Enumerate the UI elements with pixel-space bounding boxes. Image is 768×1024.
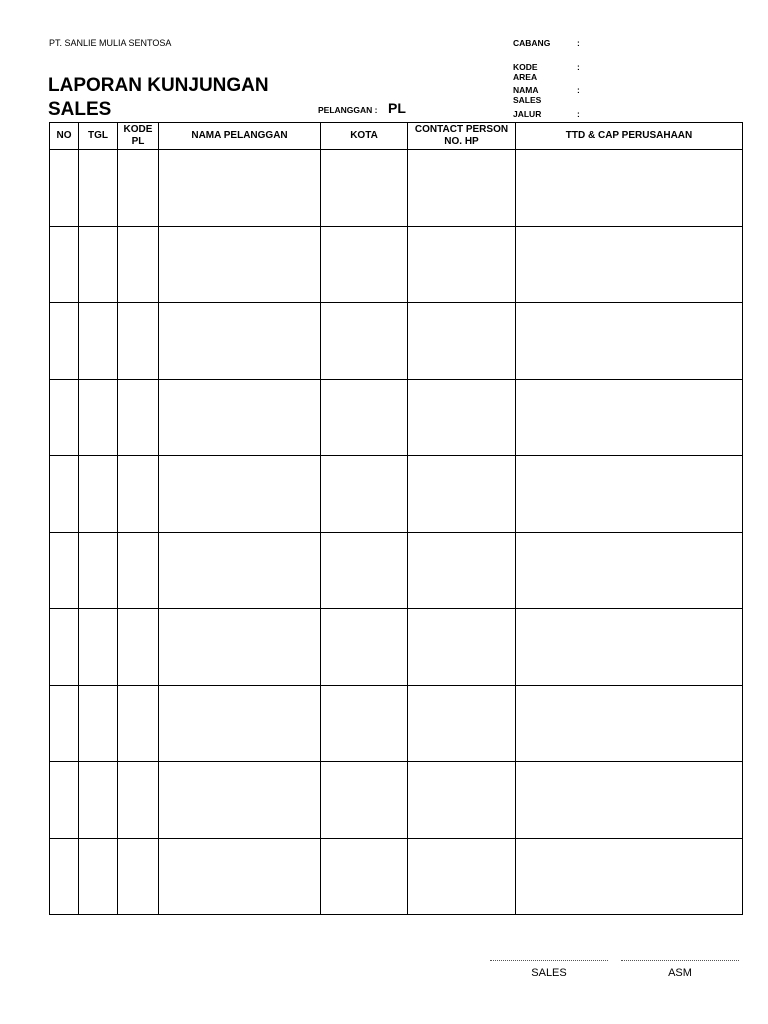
table-row: [50, 456, 743, 533]
table-header-row: [50, 123, 743, 150]
title-line-2: SALES: [48, 99, 112, 120]
title-line-1: LAPORAN KUNJUNGAN: [48, 75, 269, 96]
table-cell: [159, 303, 321, 380]
table-cell: [118, 226, 159, 303]
table-cell: [516, 609, 743, 686]
table-cell: [50, 838, 79, 915]
table-cell: [79, 456, 118, 533]
table-cell: [408, 685, 516, 762]
table-cell: [408, 456, 516, 533]
table-cell: [321, 303, 408, 380]
meta-colon: :: [577, 85, 580, 95]
table-cell: [159, 456, 321, 533]
table-row: [50, 379, 743, 456]
table-cell: [118, 379, 159, 456]
table-cell: [408, 150, 516, 227]
table-cell: [118, 762, 159, 839]
table-cell: [118, 456, 159, 533]
table-cell: [118, 150, 159, 227]
table-cell: [321, 609, 408, 686]
visit-report-table: [49, 122, 743, 915]
table-cell: [516, 226, 743, 303]
meta-colon: :: [577, 38, 580, 48]
col-header-kota: KOTA: [321, 123, 408, 150]
sales-signature-label: SALES: [531, 967, 567, 979]
table-cell: [79, 303, 118, 380]
meta-colon: :: [577, 108, 580, 119]
table-cell: [516, 762, 743, 839]
table-cell: [321, 226, 408, 303]
table-cell: [321, 379, 408, 456]
table-row: [50, 150, 743, 227]
table-cell: [321, 762, 408, 839]
table-cell: [159, 532, 321, 609]
meta-colon: :: [577, 61, 580, 72]
table-cell: [50, 532, 79, 609]
table-cell: [516, 379, 743, 456]
table-cell: [159, 762, 321, 839]
table-cell: [118, 838, 159, 915]
table-cell: [118, 532, 159, 609]
table-cell: [408, 379, 516, 456]
table-cell: [118, 303, 159, 380]
table-cell: [516, 150, 743, 227]
table-cell: [408, 762, 516, 839]
asm-signature-label: ASM: [668, 967, 692, 979]
asm-signature-line: [621, 960, 739, 979]
table-row: [50, 303, 743, 380]
meta-label: NAMA SALES: [513, 85, 542, 105]
table-cell: [118, 685, 159, 762]
table-cell: [159, 379, 321, 456]
meta-label: JALUR: [513, 108, 542, 119]
meta-label: KODE AREA: [513, 61, 538, 82]
table-cell: [159, 150, 321, 227]
table-cell: [50, 379, 79, 456]
table-cell: [408, 532, 516, 609]
table-cell: [516, 456, 743, 533]
table-cell: [118, 609, 159, 686]
table-cell: [321, 150, 408, 227]
table-body: [50, 150, 743, 915]
table-cell: [50, 685, 79, 762]
table-cell: [321, 532, 408, 609]
table-cell: [50, 456, 79, 533]
company-name: PT. SANLIE MULIA SENTOSA: [49, 38, 172, 48]
sales-signature-line: [490, 960, 608, 979]
col-header-ttd-cap: TTD & CAP PERUSAHAAN: [516, 123, 743, 150]
table-row: [50, 762, 743, 839]
table-row: [50, 609, 743, 686]
table-cell: [50, 150, 79, 227]
table-row: [50, 838, 743, 915]
table-cell: [50, 226, 79, 303]
table-cell: [408, 226, 516, 303]
table-cell: [408, 609, 516, 686]
table-cell: [79, 532, 118, 609]
table-cell: [159, 609, 321, 686]
table-cell: [516, 685, 743, 762]
table-row: [50, 685, 743, 762]
col-header-no: NO: [50, 123, 79, 150]
table-cell: [159, 685, 321, 762]
table-cell: [79, 685, 118, 762]
table-row: [50, 226, 743, 303]
table-cell: [79, 838, 118, 915]
col-header-contact-person: CONTACT PERSON NO. HP: [408, 123, 516, 150]
table-cell: [516, 303, 743, 380]
table-cell: [321, 685, 408, 762]
table-cell: [321, 838, 408, 915]
meta-label: CABANG: [513, 38, 551, 48]
table-cell: [516, 838, 743, 915]
table-cell: [408, 303, 516, 380]
col-header-nama-pelanggan: NAMA PELANGGAN: [159, 123, 321, 150]
table-cell: [79, 379, 118, 456]
col-header-tgl: TGL: [79, 123, 118, 150]
table-cell: [50, 303, 79, 380]
table-cell: [79, 150, 118, 227]
pelanggan-value: PL: [388, 100, 406, 116]
table-cell: [79, 609, 118, 686]
table-cell: [408, 838, 516, 915]
table-cell: [159, 226, 321, 303]
table-cell: [50, 609, 79, 686]
table-cell: [50, 762, 79, 839]
table-cell: [159, 838, 321, 915]
table-cell: [516, 532, 743, 609]
col-header-kode-pl: KODE PL: [118, 123, 159, 150]
report-title: [48, 74, 288, 122]
pelanggan-label: PELANGGAN :: [318, 105, 378, 115]
table-cell: [79, 762, 118, 839]
table-cell: [79, 226, 118, 303]
table-cell: [321, 456, 408, 533]
table-row: [50, 532, 743, 609]
